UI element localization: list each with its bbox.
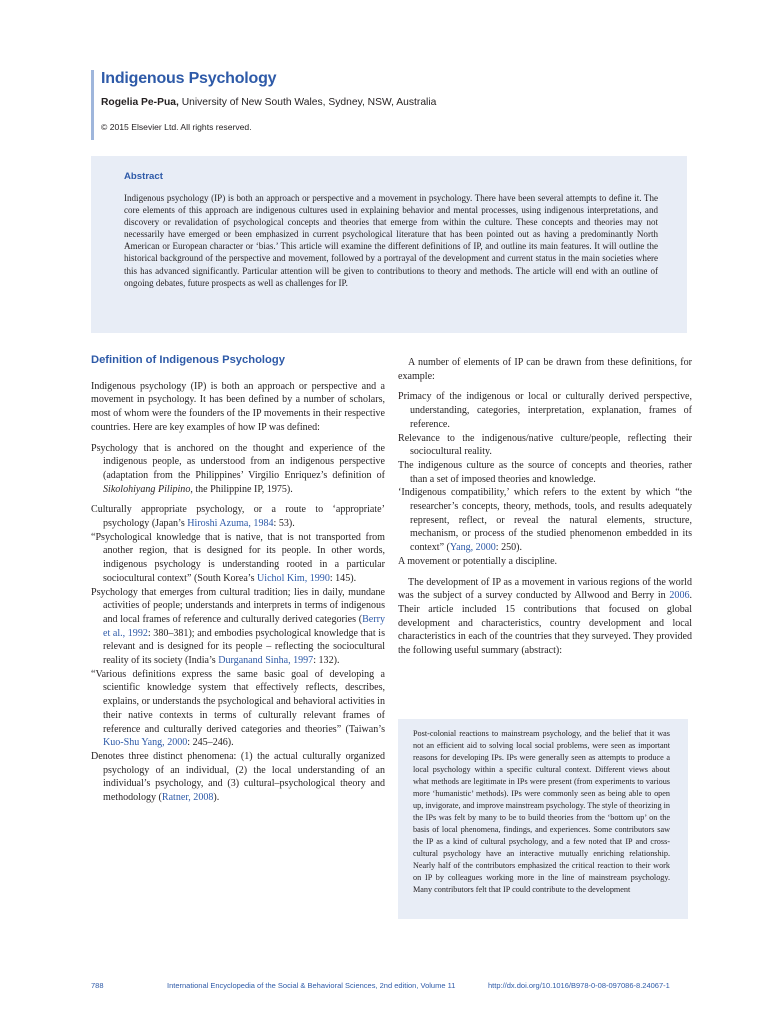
- summary-quote-box: [398, 719, 688, 919]
- definition-item: “Various definitions express the same basic goal of developing a scientific knowledge system that effectively reflects, describes, explains, or understands the psychological and behavioral activities in their native contexts in terms of culturally relevant frames of reference and culturally derived categories and theories” (Taiwan’s Kuo-Shu Yang, 2000: 245–246).: [91, 668, 385, 749]
- element-item: A movement or potentially a discipline.: [398, 555, 558, 567]
- article-title: Indigenous Psychology: [101, 70, 277, 87]
- author-affiliation: University of New South Wales, Sydney, NSW, Australia: [178, 97, 437, 108]
- citation-link[interactable]: Ratner, 2008: [161, 792, 214, 804]
- footer-source: International Encyclopedia of the Social & Behavioral Sciences, 2nd edition, Volume 11: [167, 981, 456, 990]
- definition-item: Denotes three distinct phenomena: (1) the actual culturally organized psychology of an individual, (2) the local understanding of an individual’s psychology, and (3) cultural–psychological theory and methodology (Ratner, 2008).: [91, 750, 385, 804]
- left-column: [91, 354, 385, 805]
- section-heading: Definition of Indigenous Psychology: [91, 354, 285, 366]
- definition-item: Culturally appropriate psychology, or a route to ‘appropriate’ psychology (Japan’s Hiroshi Azuma, 1984: 53).: [91, 504, 385, 530]
- elements-lead: A number of elements of IP can be drawn from these definitions, for example:: [398, 357, 692, 382]
- citation-link[interactable]: Berry et al., 1992: [103, 613, 385, 639]
- header-accent-bar: [91, 70, 94, 140]
- footer-doi-link[interactable]: http://dx.doi.org/10.1016/B978-0-08-097086-8.24067-1: [488, 981, 670, 990]
- abstract-heading: Abstract: [124, 171, 163, 182]
- citation-link[interactable]: Durganand Sinha, 1997: [218, 655, 314, 667]
- element-item: ‘Indigenous compatibility,’ which refers to the extent by which “the researcher’s concepts, theory, methods, tools, and results adequately represent, reflect, or reveal the natural elements, structure, mechanism, or process of the studied phenomenon embedded in its context” (Yang, 2000: 250).: [398, 487, 692, 554]
- author-line: [101, 97, 436, 108]
- definition-intro: Indigenous psychology (IP) is both an approach or perspective and a movement in psychology. It has been defined by a number of scholars, most of whom were the founders of the IP movements in their respective countries. Here are key examples of how IP was defined:: [91, 380, 385, 433]
- right-column: [398, 356, 692, 665]
- citation-link[interactable]: Yang, 2000: [449, 542, 496, 554]
- element-item: The indigenous culture as the source of concepts and theories, rather than a set of imposed theories and knowledge.: [398, 459, 692, 485]
- summary-quote-text: Post-colonial reactions to mainstream psychology, and the belief that it was not an efficient aid to solving local social problems, were seen as important reasons for developing IPs. IPs were generally seen as attempts to produce a local psychology within a specific cultural context. Different views about what methods are legitimate in IPs were present (from experiments to various more ‘humanistic’ methods). IPs were commonly seen as being able to open up, invigorate, and improve mainstream psychology. The style of theorizing in the IPs was felt by many to be to build theories from the ‘bottom up’ on the basis of local phenomena, findings, and experiences. Some contributors saw the IP as a kind of cultural psychology, and a few noted that IP and cross-cultural psychology have an interactive mutually enriching relationship. Nearly half of the contributors emphasized the critical reaction to their work on IP by colleagues working more in the line of mainstream psychology. Many contributors felt that IP could contribute to the development: [413, 729, 670, 894]
- abstract-text: Indigenous psychology (IP) is both an approach or perspective and a movement in psychology. There have been several attempts to define it. The core elements of this approach are indigenous cultures used in explaining behavior and mental processes, using indigenous interpretations, and discovery or revalidation of psychological concepts and theories that emerge from within the culture. These concepts and theories may not necessarily have emerged or been emphasized in current psychological literature that has been pointed out as having a predominantly North American or European character or ‘bias.’ This article will examine the different definitions of IP, and outline its main features. It will outline the historical background of the perspective and movement, followed by a portrayal of the development and current status in the main societies where this has advanced significantly. Particular attention will be given to contributions to theory and methods. The article will end with an outline of ongoing debates, future prospects as well as challenges for IP.: [124, 193, 658, 288]
- page-number: 788: [91, 981, 104, 990]
- development-paragraph: The development of IP as a movement in various regions of the world was the subject of a survey conducted by Allwood and Berry in 2006. Their article included 15 contributions that focused on global development and characteristics, country development and local characteristics in each of the countries that they surveyed. They provided the following useful summary (abstract):: [398, 576, 692, 657]
- definition-item: Psychology that is anchored on the thought and experience of the indigenous people, as understood from an indigenous perspective (adaptation from the Philippines’ Virgilio Enriquez’s definition of Sikolohiyang Pilipino, the Philippine IP, 1975).: [91, 442, 385, 495]
- copyright-notice: © 2015 Elsevier Ltd. All rights reserved.: [101, 122, 252, 132]
- author-name: Rogelia Pe-Pua,: [101, 97, 179, 108]
- element-item: Relevance to the indigenous/native culture/people, reflecting their sociocultural reality.: [398, 432, 692, 458]
- citation-link[interactable]: Hiroshi Azuma, 1984: [187, 518, 274, 530]
- citation-link[interactable]: 2006: [669, 590, 690, 602]
- citation-link[interactable]: Uichol Kim, 1990: [257, 572, 330, 584]
- definition-item: “Psychological knowledge that is native, that is not transported from another region, that is designed for its people. In other words, indigenous psychology is understanding rooted in a particular sociocultural context” (South Korea’s Uichol Kim, 1990: 145).: [91, 531, 385, 584]
- element-item: Primacy of the indigenous or local or culturally derived perspective, understanding, categories, interpretation, explanation, frames of reference.: [398, 391, 692, 430]
- citation-link[interactable]: Kuo-Shu Yang, 2000: [103, 737, 188, 749]
- definition-item: Psychology that emerges from cultural tradition; lies in daily, mundane activities of people; understands and interprets in terms of indigenous and local frames of reference and culturally derived categories (Berry et al., 1992: 380–381); and embodies psychological knowledge that is relevant and is designed for its people – reflecting the sociocultural reality of its society (India’s Durganand Sinha, 1997: 132).: [91, 586, 385, 667]
